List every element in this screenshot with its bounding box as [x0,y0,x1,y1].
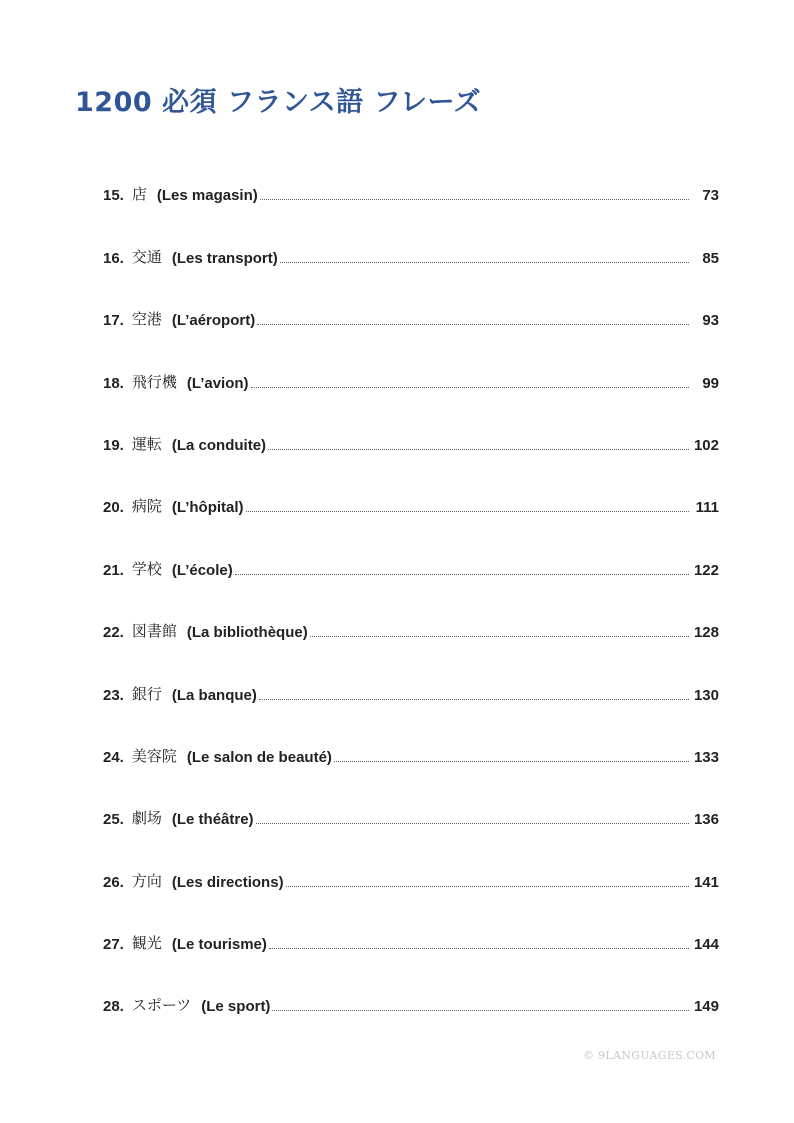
toc-entry[interactable] [103,285,719,347]
dot-leader [268,449,689,450]
chapter-title-french: (L’école) [171,561,233,579]
chapter-title-french: (Le sport) [201,998,271,1016]
page-number: 144 [693,936,719,954]
chapter-number: 22. [103,624,124,642]
chapter-title-french: (L’hôpital) [171,499,244,517]
chapter-number: 15. [103,187,124,205]
chapter-title-japanese: 交通 [131,247,162,266]
page-number: 141 [693,873,719,891]
chapter-number: 17. [103,312,124,330]
page-number: 130 [693,686,719,704]
chapter-number: 24. [103,748,124,766]
chapter-title-japanese: 劇场 [131,809,162,828]
dot-leader [334,761,689,762]
chapter-number: 20. [103,499,124,517]
dot-leader [256,823,689,824]
chapter-title-japanese: 方向 [131,871,162,890]
chapter-title-japanese: 図書館 [131,622,177,641]
toc-entry[interactable] [103,659,719,721]
toc-entry[interactable] [103,410,719,472]
chapter-title-french: (Les magasin) [156,187,258,205]
page-number: 99 [702,374,719,392]
chapter-title-french: (La bibliothèque) [186,624,308,642]
chapter-title-japanese: 観光 [131,934,162,953]
chapter-title-japanese: 美容院 [131,746,177,765]
toc-entry[interactable] [103,971,719,1033]
chapter-title-japanese: 店 [131,185,147,204]
dot-leader [260,199,689,200]
dot-leader [310,636,689,637]
table-of-contents [103,160,719,1033]
chapter-number: 28. [103,998,124,1016]
chapter-title-french: (La banque) [171,686,257,704]
page-number: 133 [693,748,719,766]
dot-leader [280,262,689,263]
toc-entry[interactable] [103,909,719,971]
chapter-number: 16. [103,249,124,267]
dot-leader [286,886,689,887]
page-number: 122 [693,561,719,579]
toc-entry[interactable] [103,160,719,222]
chapter-number: 21. [103,561,124,579]
chapter-title-japanese: 飛行機 [131,372,177,391]
dot-leader [269,948,689,949]
chapter-title-french: (La conduite) [171,436,267,454]
page-number: 93 [702,312,719,330]
chapter-number: 18. [103,374,124,392]
chapter-number: 19. [103,436,124,454]
chapter-title-french: (L’aéroport) [171,312,256,330]
toc-entry[interactable] [103,472,719,534]
toc-entry[interactable] [103,347,719,409]
page-number: 111 [695,499,719,517]
chapter-number: 23. [103,686,124,704]
toc-entry[interactable] [103,534,719,596]
page-number: 73 [702,187,719,205]
chapter-title-french: (Les directions) [171,873,284,891]
toc-entry[interactable] [103,784,719,846]
copyright-footer: © 9LANGUAGES.COM [583,1049,716,1062]
toc-entry[interactable] [103,722,719,784]
chapter-title-japanese: スポーツ [131,996,192,1015]
chapter-title-japanese: 銀行 [131,684,162,703]
dot-leader [272,1010,689,1011]
chapter-title-japanese: 運転 [131,434,162,453]
chapter-title-japanese: 学校 [131,559,162,578]
chapter-number: 26. [103,873,124,891]
toc-entry[interactable] [103,597,719,659]
dot-leader [257,324,689,325]
page-number: 149 [693,998,719,1016]
chapter-title-japanese: 病院 [131,497,162,516]
toc-entry[interactable] [103,222,719,284]
dot-leader [259,699,689,700]
page-title: 1200 必須 フランス語 フレーズ [75,87,482,118]
chapter-title-french: (Les transport) [171,249,278,267]
page-number: 128 [693,624,719,642]
page-number: 136 [693,811,719,829]
chapter-number: 27. [103,936,124,954]
page-number: 102 [693,436,719,454]
chapter-title-french: (Le théâtre) [171,811,254,829]
dot-leader [235,574,689,575]
chapter-title-french: (L’avion) [186,374,249,392]
chapter-title-french: (Le tourisme) [171,936,267,954]
chapter-number: 25. [103,811,124,829]
chapter-title-japanese: 空港 [131,310,162,329]
page-number: 85 [702,249,719,267]
toc-entry[interactable] [103,846,719,908]
chapter-title-french: (Le salon de beauté) [186,748,332,766]
dot-leader [251,387,689,388]
dot-leader [246,511,689,512]
